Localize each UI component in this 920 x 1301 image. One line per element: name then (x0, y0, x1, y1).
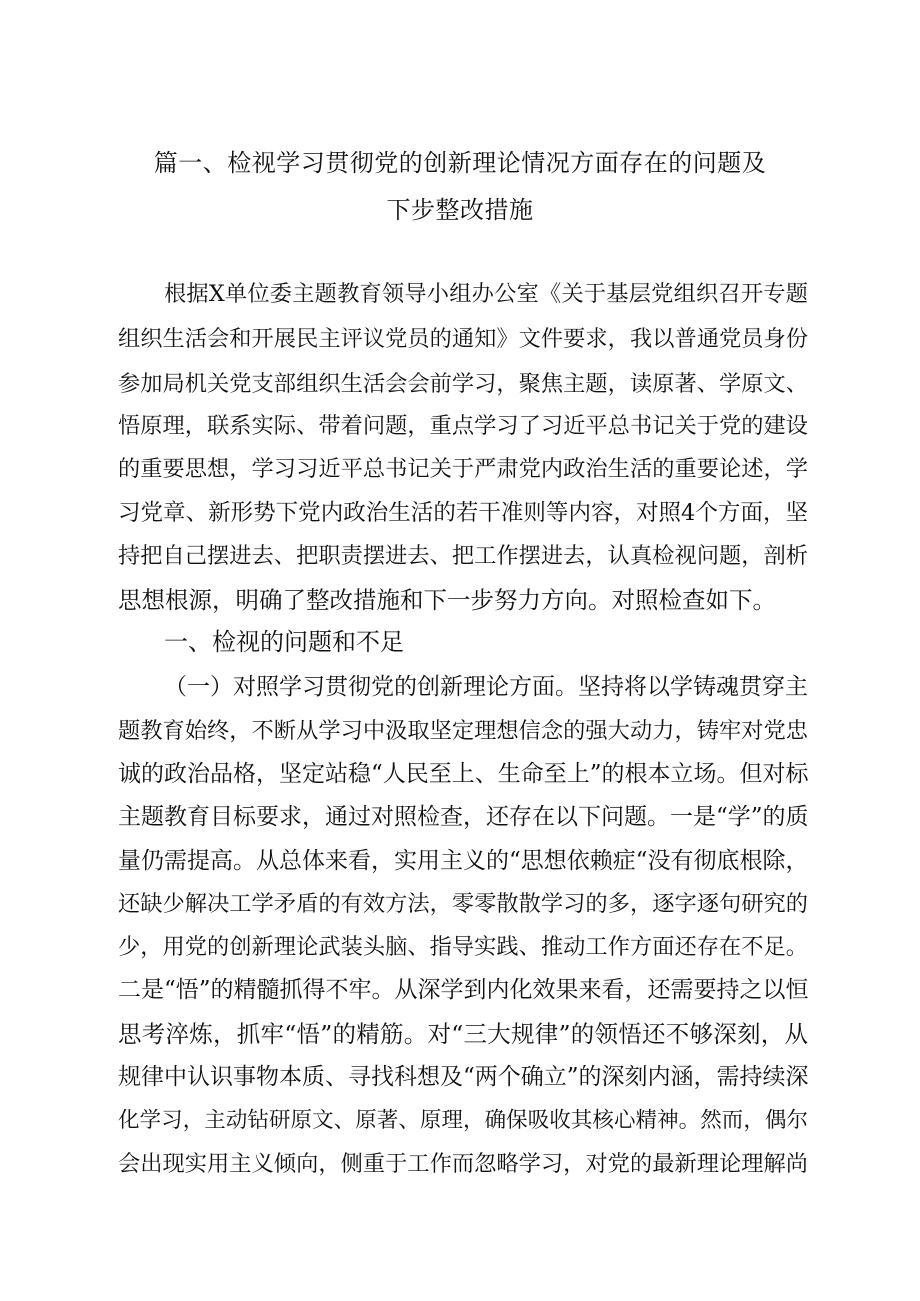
body-paragraph-line: 规律中认识事物本质、寻找科想及“两个确立”的深刻内涵，需持续深 (118, 1064, 809, 1090)
body-paragraph-line: （一）对照学习贯彻党的创新理论方面。坚持将以学铸魂贯穿主 (164, 674, 808, 700)
intro-paragraph-line: 根据X单位委主题教育领导小组办公室《关于基层党组织召开专题 (164, 281, 808, 307)
body-paragraph-line: 还缺少解决工学矛盾的有效方法，零零散散学习的多，逐字逐句研究的 (118, 891, 808, 917)
body-paragraph-line: 诚的政治品格，坚定站稳“人民至上、生命至上”的根本立场。但对标 (118, 761, 809, 787)
document-title-line-1: 篇一、检视学习贯彻党的创新理论情况方面存在的问题及 (153, 149, 767, 177)
body-paragraph-line: 二是“悟”的精髓抓得不牢。从深学到内化效果来看，还需要持之以恒 (118, 977, 809, 1003)
body-paragraph-line: 量仍需提高。从总体来看，实用主义的“思想依赖症“没有彻底根除， (118, 848, 809, 874)
document-title-line-2: 下步整改措施 (386, 196, 534, 224)
body-paragraph-line: 少，用党的创新理论武装头脑、指导实践、推动工作方面还存在不足。 (118, 934, 808, 960)
intro-paragraph-line: 参加局机关党支部组织生活会会前学习，聚焦主题，读原著、学原文、 (118, 371, 808, 397)
body-paragraph-line: 主题教育目标要求，通过对照检查，还存在以下问题。一是“学”的质 (118, 804, 809, 830)
body-paragraph-line: 化学习，主动钻研原文、原著、原理，确保吸收其核心精神。然而，偶尔 (118, 1108, 808, 1133)
body-paragraph-line: 思考淬炼，抓牢“悟”的精筋。对“三大规律”的领悟还不够深刻，从 (118, 1020, 808, 1048)
intro-paragraph-line: 习党章、新形势下党内政治生活的若干准则等内容，对照4个方面，坚 (118, 500, 808, 526)
intro-paragraph-line: 思想根源，明确了整改措施和下一步努力方向。对照检查如下。 (118, 586, 776, 614)
body-paragraph-line: 题教育始终，不断从学习中汲取坚定理想信念的强大动力，铸牢对党忠 (118, 718, 808, 744)
intro-paragraph-line: 组织生活会和开展民主评议党员的通知》文件要求，我以普通党员身份 (118, 326, 808, 352)
intro-paragraph-line: 悟原理，联系实际、带着问题，重点学习了习近平总书记关于党的建设 (118, 413, 808, 439)
body-paragraph-line: 会出现实用主义倾向，侧重于工作而忽略学习，对党的最新理论理解尚 (118, 1151, 808, 1177)
intro-paragraph-line: 的重要思想，学习习近平总书记关于严肃党内政治生活的重要论述，学 (118, 456, 808, 482)
section-heading: 一、检视的问题和不足 (164, 628, 404, 656)
intro-paragraph-line: 持把自己摆进去、把职责摆进去、把工作摆进去，认真检视问题，剖析 (118, 543, 808, 569)
